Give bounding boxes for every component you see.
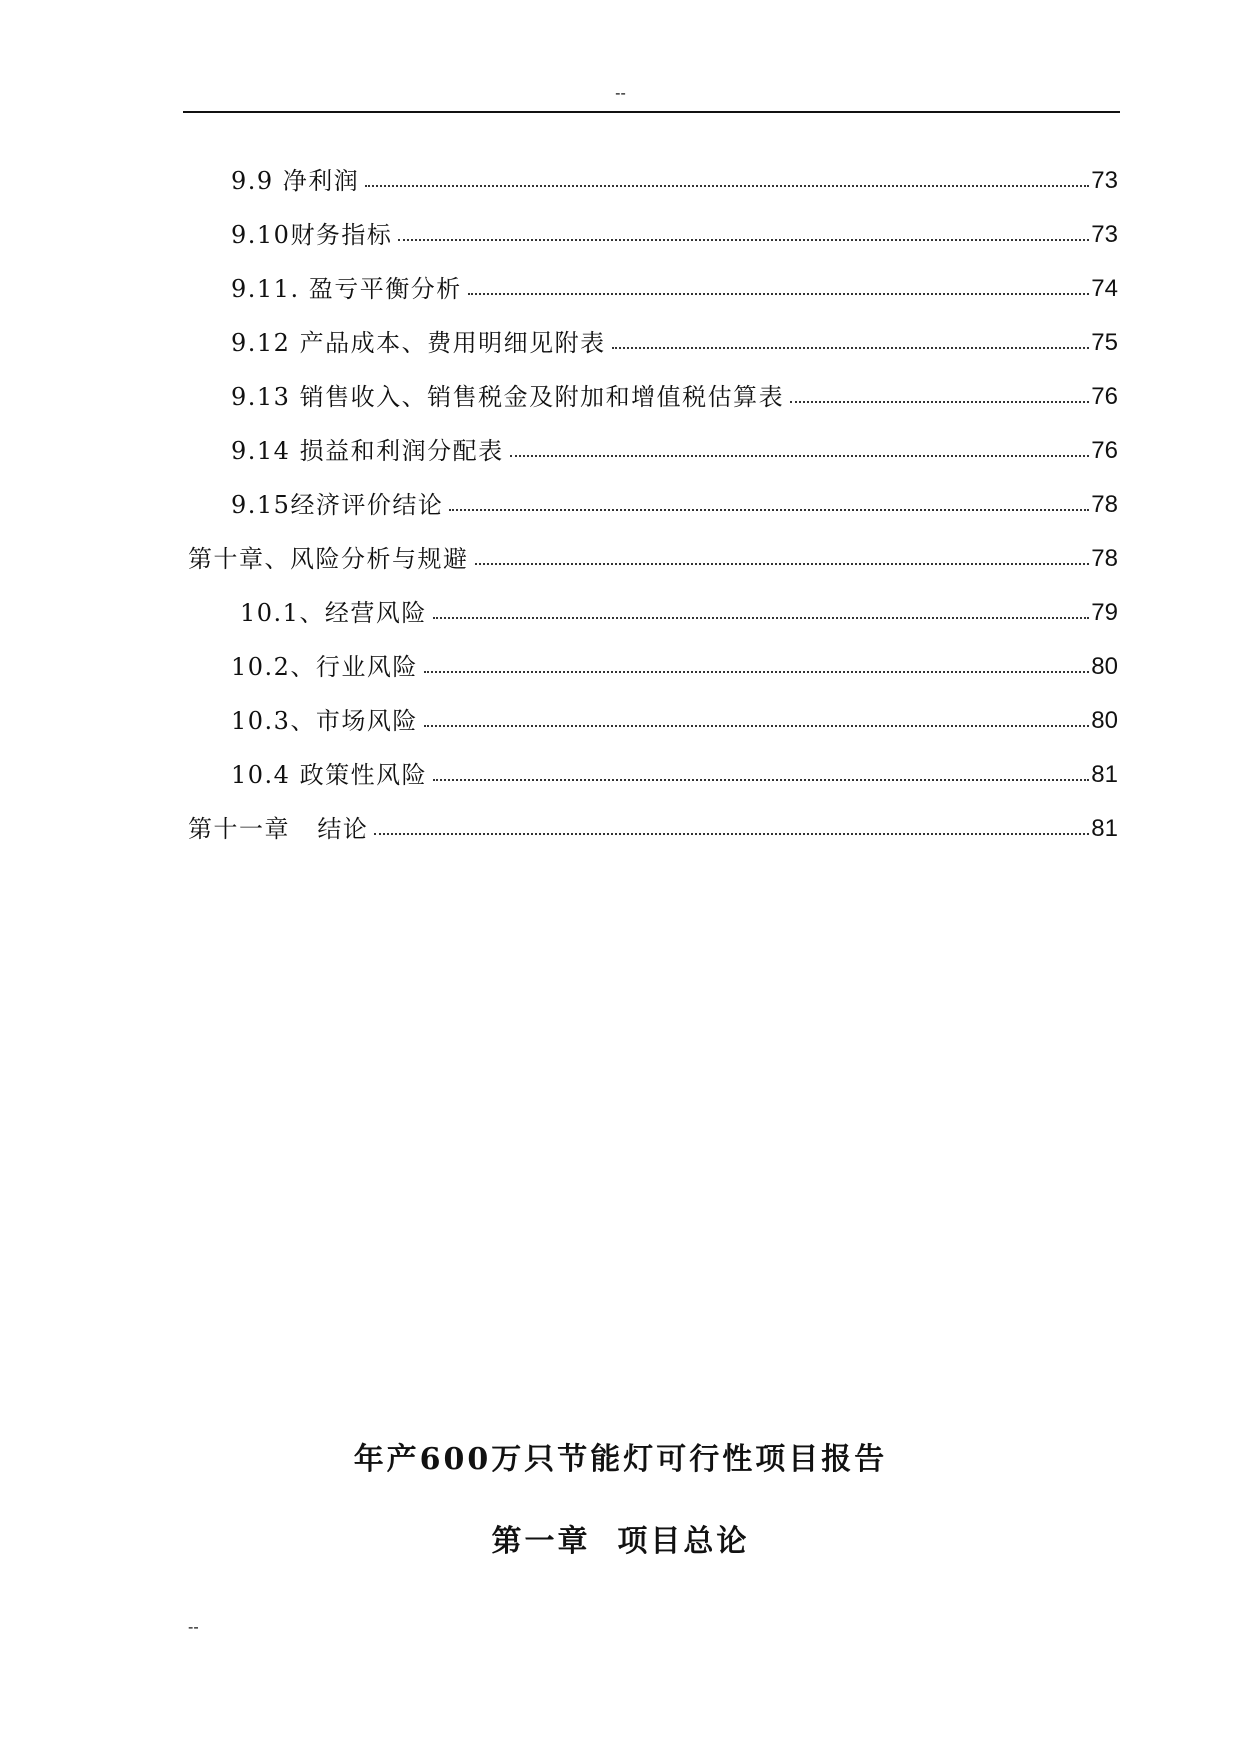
toc-entry[interactable] — [240, 592, 1118, 628]
toc-dot-leader — [424, 725, 1089, 727]
toc-entry[interactable] — [231, 430, 1118, 466]
toc-entry-label: 9.15经济评价结论 — [231, 491, 444, 519]
toc-dot-leader — [468, 293, 1090, 295]
toc-entry-label: 9.11. 盈亏平衡分析 — [231, 275, 462, 303]
toc-chapter-entry[interactable] — [188, 808, 1118, 844]
toc-entry-page: 78 — [1091, 545, 1118, 572]
toc-entry-page: 73 — [1091, 167, 1118, 194]
toc-entry[interactable] — [231, 700, 1118, 736]
toc-chapter-entry[interactable] — [188, 538, 1118, 574]
toc-entry-label: 第十一章 结论 — [188, 815, 369, 843]
toc-entry-label: 9.12 产品成本、费用明细见附表 — [231, 329, 606, 357]
toc-dot-leader — [433, 617, 1089, 619]
toc-entry[interactable] — [231, 484, 1118, 520]
toc-entry-page: 74 — [1091, 275, 1118, 302]
toc-entry[interactable] — [231, 376, 1118, 412]
toc-entry-label: 第十章、风险分析与规避 — [188, 545, 469, 573]
toc-entry-label: 10.1、经营风险 — [240, 599, 427, 627]
toc-dot-leader — [510, 455, 1090, 457]
toc-entry-label: 9.9 净利润 — [231, 167, 360, 195]
chapter-title: 第一章 项目总论 — [491, 1524, 750, 1559]
toc-dot-leader — [790, 401, 1089, 403]
toc-entry-page: 76 — [1091, 437, 1118, 464]
toc-entry-page: 79 — [1091, 599, 1118, 626]
toc-entry-page: 81 — [1091, 761, 1118, 788]
toc-entry-page: 73 — [1091, 221, 1118, 248]
toc-entry-label: 9.10财务指标 — [231, 221, 393, 249]
toc-entry[interactable] — [231, 646, 1118, 682]
toc-dot-leader — [433, 779, 1089, 781]
toc-entry[interactable] — [231, 754, 1118, 790]
toc-dot-leader — [612, 347, 1090, 349]
toc-entry[interactable] — [231, 214, 1118, 250]
toc-dot-leader — [424, 671, 1089, 673]
toc-entry[interactable] — [231, 268, 1118, 304]
document-title: 年产600万只节能灯可行性项目报告 — [353, 1442, 888, 1477]
toc-entry-page: 76 — [1091, 383, 1118, 410]
toc-entry[interactable] — [231, 322, 1118, 358]
toc-entry-label: 10.3、市场风险 — [231, 707, 418, 735]
toc-entry-page: 80 — [1091, 653, 1118, 680]
toc-entry-page: 78 — [1091, 491, 1118, 518]
toc-entry-label: 9.14 损益和利润分配表 — [231, 437, 504, 465]
header-mark: -- — [615, 85, 626, 102]
toc-entry-label: 10.2、行业风险 — [231, 653, 418, 681]
toc-entry-page: 75 — [1091, 329, 1118, 356]
toc-entry-label: 9.13 销售收入、销售税金及附加和增值税估算表 — [231, 383, 785, 411]
toc-dot-leader — [398, 239, 1089, 241]
toc-entry-label: 10.4 政策性风险 — [231, 761, 428, 789]
toc-dot-leader — [374, 833, 1089, 835]
footer-mark: -- — [188, 1619, 199, 1636]
toc-entry-page: 80 — [1091, 707, 1118, 734]
toc-dot-leader — [449, 509, 1089, 511]
header-rule — [183, 111, 1120, 113]
toc-dot-leader — [365, 185, 1089, 187]
toc-entry-page: 81 — [1091, 815, 1118, 842]
toc-entry[interactable] — [231, 160, 1118, 196]
toc-dot-leader — [475, 563, 1090, 565]
